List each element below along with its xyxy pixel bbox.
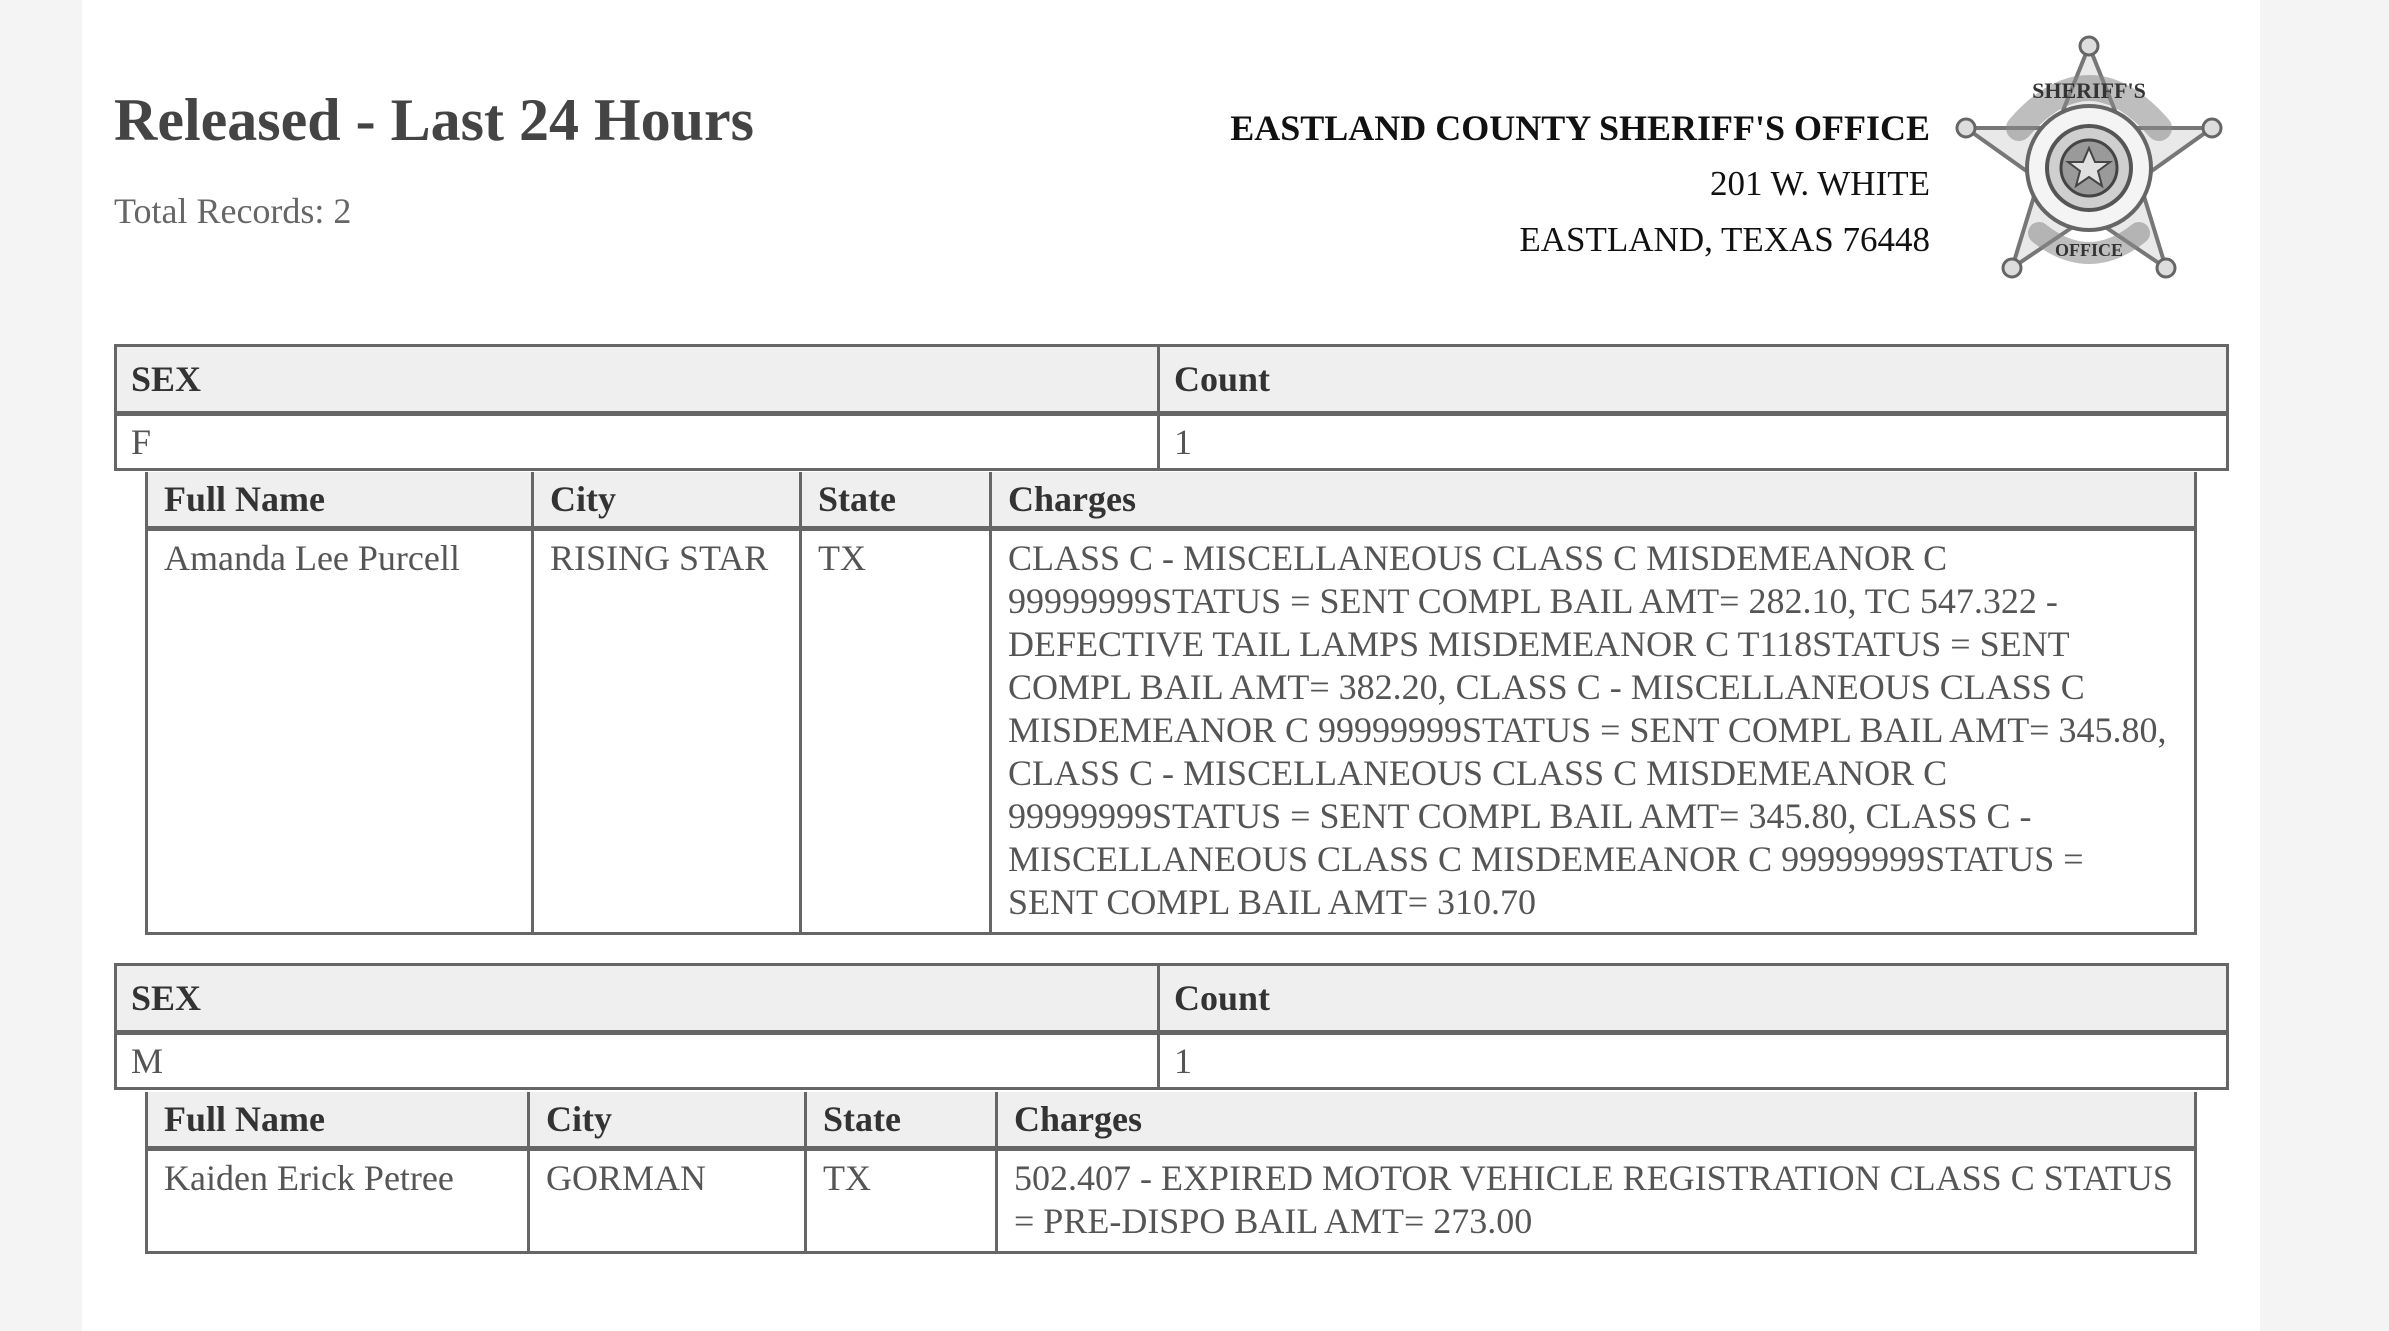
sex-column-header: SEX (116, 346, 1159, 414)
count-value: 1 (1159, 1033, 2228, 1089)
full-name-column-header: Full Name (147, 472, 533, 529)
inmate-detail-table (145, 1092, 2197, 1254)
count-column-header: Count (1159, 965, 2228, 1033)
sheriff-star-badge-icon (1944, 28, 2234, 308)
state-column-header: State (806, 1092, 997, 1149)
state-cell: TX (806, 1149, 997, 1253)
sex-value: F (116, 414, 1159, 470)
charges-cell: 502.407 - EXPIRED MOTOR VEHICLE REGISTRATION CLASS C STATUS = PRE-DISPO BAIL AMT= 273.00 (997, 1149, 2196, 1253)
badge-text-bottom: OFFICE (2054, 240, 2124, 260)
city-column-header: City (533, 472, 801, 529)
city-column-header: City (529, 1092, 806, 1149)
inmate-detail-table (145, 472, 2197, 935)
charges-column-header: Charges (991, 472, 2196, 529)
agency-address-block (1230, 100, 1930, 268)
table-row (147, 1149, 2196, 1253)
charges-cell: CLASS C - MISCELLANEOUS CLASS C MISDEMEANOR C 99999999STATUS = SENT COMPL BAIL AMT= 282.10, TC 547.322 - DEFECTIVE TAIL LAMPS MISDEMEANOR C T118STATUS = SENT COMPL BAIL AMT= 382.20, CLASS C - MISCELLANEOUS CLASS C MISDEMEANOR C 99999999STATUS = SENT COMPL BAIL AMT= 345.80, CLASS C - MISCELLANEOUS CLASS C MISDEMEANOR C 99999999STATUS = SENT COMPL BAIL AMT= 345.80, CLASS C - MISCELLANEOUS CLASS C MISDEMEANOR C 99999999STATUS = SENT COMPL BAIL AMT= 310.70 (991, 529, 2196, 934)
report-title: Released - Last 24 Hours (114, 87, 754, 153)
full-name-cell: Kaiden Erick Petree (147, 1149, 529, 1253)
charges-column-header: Charges (997, 1092, 2196, 1149)
detail-header-row (147, 472, 2196, 529)
badge-text-top: SHERIFF'S (2032, 78, 2146, 103)
sex-summary-table (114, 963, 2229, 1090)
sex-value-row (116, 1033, 2228, 1089)
detail-header-row (147, 1092, 2196, 1149)
agency-street: 201 W. WHITE (1709, 164, 1930, 203)
agency-name: EASTLAND COUNTY SHERIFF'S OFFICE (1230, 108, 1930, 148)
full-name-column-header: Full Name (147, 1092, 529, 1149)
sex-summary-table (114, 344, 2229, 471)
city-cell: RISING STAR (533, 529, 801, 934)
sex-header-row (116, 346, 2228, 414)
table-row (147, 529, 2196, 934)
full-name-cell: Amanda Lee Purcell (147, 529, 533, 934)
count-value: 1 (1159, 414, 2228, 470)
agency-city-state: EASTLAND, TEXAS 76448 (1519, 220, 1930, 259)
state-cell: TX (801, 529, 991, 934)
sex-column-header: SEX (116, 965, 1159, 1033)
sex-value: M (116, 1033, 1159, 1089)
count-column-header: Count (1159, 346, 2228, 414)
city-cell: GORMAN (529, 1149, 806, 1253)
report-page (82, 0, 2260, 1331)
total-records: Total Records: 2 (114, 191, 352, 231)
sex-value-row (116, 414, 2228, 470)
sex-header-row (116, 965, 2228, 1033)
state-column-header: State (801, 472, 991, 529)
